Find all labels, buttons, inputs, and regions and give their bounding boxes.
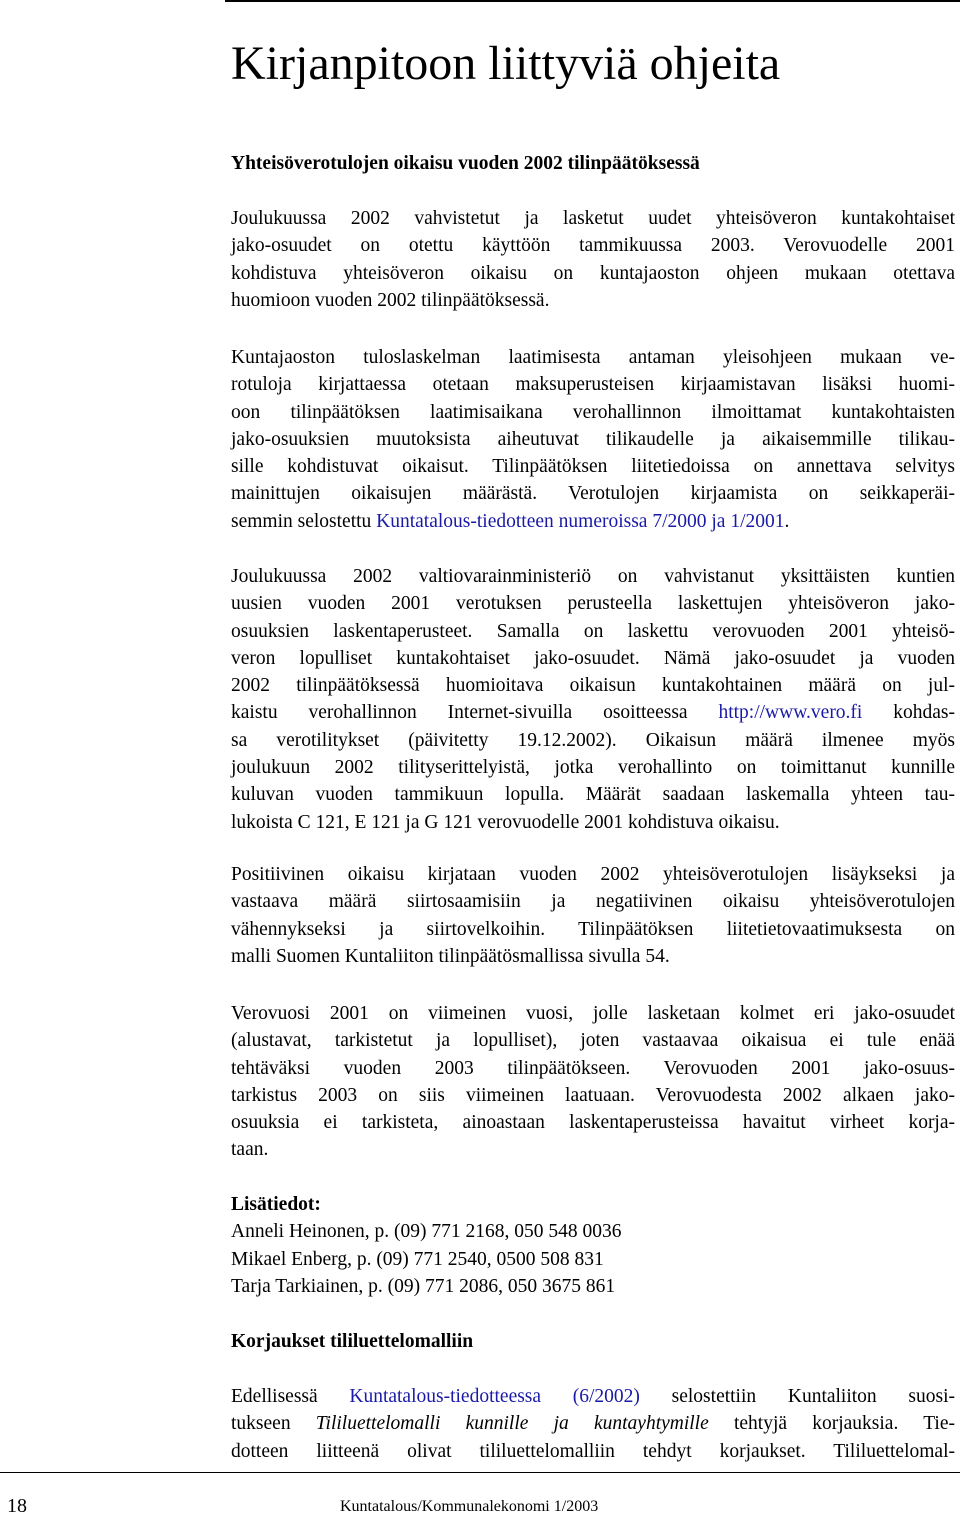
top-rule — [225, 0, 960, 2]
text-line: tehtäväksi vuoden 2003 tilinpäätökseen. Verovuoden 2001 jako-osuus- — [231, 1057, 955, 1079]
text-line-with-link — [231, 1383, 955, 1410]
text-line-with-link — [231, 699, 955, 726]
text-line: huomioon vuoden 2002 tilinpäätöksessä. — [231, 289, 550, 311]
paragraph-4 — [231, 861, 955, 970]
text-line: osuuksien laskentaperusteet. Samalla on laskettu verovuoden 2001 yhteisö- — [231, 620, 955, 642]
section-heading-korjaukset — [231, 1328, 955, 1355]
text-segment: tukseen — [231, 1413, 316, 1435]
text-line: vastaava määrä siirtosaamisiin ja negatiivinen oikaisu yhteisöverotulojen — [231, 891, 955, 913]
contact-line: Mikael Enberg, p. (09) 771 2540, 0500 508 831 — [231, 1248, 604, 1270]
footer-rule — [0, 1472, 960, 1473]
publication-name: Kuntatalous/Kommunalekonomi 1/2003 — [340, 1498, 599, 1515]
section-heading: Yhteisöverotulojen oikaisu vuoden 2002 tilinpäätöksessä — [231, 153, 700, 174]
text-segment: selostettiin Kuntaliiton suosi- — [639, 1386, 955, 1407]
paragraph-1 — [231, 205, 955, 314]
text-line-with-link — [231, 508, 955, 535]
text-line: jako-osuuksien muutoksista aiheutuvat tilikaudelle ja aikaisemmille tilikau- — [231, 428, 955, 450]
contacts-block — [231, 1191, 955, 1300]
text-segment: . — [784, 510, 790, 532]
text-line: Verovuosi 2001 on viimeinen vuosi, jolle lasketaan kolmet eri jako-osuudet — [231, 1003, 955, 1024]
paragraph-6 — [231, 1383, 955, 1465]
text-line: kuluvan vuoden tammikuun lopulla. Määrät saadaan laskemalla yhteen tau- — [231, 784, 955, 806]
italic-title: Tililuettelomalli kunnille ja kuntayhtymille — [315, 1413, 709, 1435]
text-line: vähennykseksi ja siirtovelkoihin. Tilinpäätöksen liitetietovaatimuksesta on — [231, 918, 955, 940]
vero-fi-link[interactable]: http://www.vero.fi — [718, 702, 863, 724]
text-line: osuuksia ei tarkisteta, ainoastaan laskentaperusteissa havaitut virheet korja- — [231, 1112, 955, 1134]
paragraph-2 — [231, 344, 955, 535]
text-line — [231, 1410, 955, 1437]
contact-line: Tarja Tarkiainen, p. (09) 771 2086, 050 3675 861 — [231, 1275, 616, 1297]
text-segment: Edellisessä — [231, 1386, 350, 1407]
text-line: Kuntajaoston tuloslaskelman laatimisesta antaman yleisohjeen mukaan ve- — [231, 347, 955, 368]
text-line: uusien vuoden 2001 verotuksen perusteella laskettujen yhteisöveron jako- — [231, 593, 955, 615]
text-line: dotteen liitteenä olivat tililuettelomalliin tehdyt korjaukset. Tililuettelomal- — [231, 1440, 955, 1462]
text-line: sa verotilitykset (päivitetty 19.12.2002). Oikaisun määrä ilmenee myös — [231, 729, 955, 751]
text-segment: semmin selostettu — [231, 510, 377, 532]
text-line: kohdistuva yhteisöveron oikaisu on kuntajaoston ohjeen mukaan otettava — [231, 262, 955, 284]
contact-line: Anneli Heinonen, p. (09) 771 2168, 050 548 0036 — [231, 1221, 622, 1243]
text-line: (alustavat, tarkistetut ja lopulliset), joten vastaavaa oikaisua ei tule enää — [231, 1030, 955, 1052]
text-line: lukoista C 121, E 121 ja G 121 verovuodelle 2001 kohdistuva oikaisu. — [231, 811, 780, 833]
contacts-heading: Lisätiedot: — [231, 1194, 321, 1215]
text-segment: kaistu verohallinnon Internet-sivuilla osoitteessa — [231, 702, 719, 724]
page-number: 18 — [7, 1495, 27, 1517]
paragraph-3 — [231, 563, 955, 836]
text-line: malli Suomen Kuntaliiton tilinpäätösmallissa sivulla 54. — [231, 945, 670, 967]
text-line: mainittujen oikaisujen määrästä. Verotulojen kirjaamista on seikkaperäi- — [231, 483, 955, 505]
text-line: Joulukuussa 2002 vahvistetut ja lasketut uudet yhteisöveron kuntakohtaiset — [231, 208, 955, 229]
text-line: sille kohdistuvat oikaisut. Tilinpäätöksen liitetiedoissa on annettava selvitys — [231, 456, 955, 478]
text-line: Joulukuussa 2002 valtiovarainministeriö on vahvistanut yksittäisten kuntien — [231, 566, 955, 587]
text-segment: kohdas- — [862, 702, 955, 724]
text-line: taan. — [231, 1139, 269, 1161]
text-line: jako-osuudet on otettu käyttöön tammikuussa 2003. Verovuodelle 2001 — [231, 235, 955, 257]
text-line: veron lopulliset kuntakohtaiset jako-osuudet. Nämä jako-osuudet ja vuoden — [231, 647, 955, 669]
text-line: Positiivinen oikaisu kirjataan vuoden 2002 yhteisöverotulojen lisäykseksi ja — [231, 864, 955, 885]
text-line: tarkistus 2003 on siis viimeinen laatuaan. Verovuodesta 2002 alkaen jako- — [231, 1084, 955, 1106]
paragraph-5 — [231, 1000, 955, 1164]
text-line: oon tilinpäätöksen laatimisaikana verohallinnon ilmoittamat kuntakohtaisten — [231, 401, 955, 423]
text-line: joulukuun 2002 tilityserittelyistä, jotka verohallinto on toimittanut kunnille — [231, 757, 955, 779]
text-line: 2002 tilinpäätöksessä huomioitava oikaisun kuntakohtainen määrä on jul- — [231, 675, 955, 697]
text-segment: tehtyjä korjauksia. Tie- — [708, 1413, 955, 1435]
kuntatalous-tiedote-link[interactable]: Kuntatalous-tiedotteen numeroissa 7/2000 ja 1/2001 — [376, 510, 785, 532]
text-line: rotuloja kirjattaessa otetaan maksuperusteisen kirjaamistavan lisäksi huomi- — [231, 374, 955, 396]
section-heading-yhteisoverotulot — [231, 150, 955, 177]
page-title: Kirjanpitoon liittyviä ohjeita — [231, 37, 781, 90]
kuntatalous-tiedote-6-2002-link[interactable]: Kuntatalous-tiedotteessa (6/2002) — [349, 1386, 640, 1407]
section-heading: Korjaukset tililuettelomalliin — [231, 1331, 474, 1352]
